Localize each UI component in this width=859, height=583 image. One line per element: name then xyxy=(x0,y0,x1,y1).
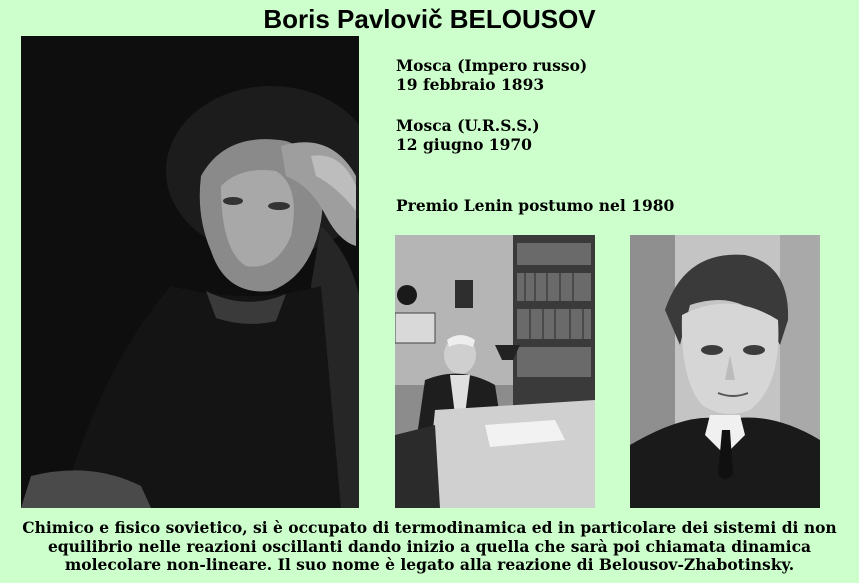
birth-place: Mosca (Impero russo) xyxy=(396,56,588,75)
death-place: Mosca (U.R.S.S.) xyxy=(396,116,540,135)
award-text: Premio Lenin postumo nel 1980 xyxy=(396,196,675,215)
biography-caption: Chimico e fisico sovietico, si è occupato di termodinamica ed in particolare dei sistemi di non equilibrio nelle reazioni oscillanti dando inizio a quella che sarà poi chiamata dinamica molecolare non-lineare. Il suo nome è legato alla reazione di Belousov-Zhabotinsky. xyxy=(22,518,837,574)
page-title: Boris Pavlovič BELOUSOV xyxy=(263,4,596,34)
birth-date: 19 febbraio 1893 xyxy=(396,75,545,94)
young-portrait-photo xyxy=(630,235,820,508)
death-date: 12 giugno 1970 xyxy=(396,135,532,154)
main-portrait-photo xyxy=(21,36,359,508)
desk-photo xyxy=(395,235,595,508)
